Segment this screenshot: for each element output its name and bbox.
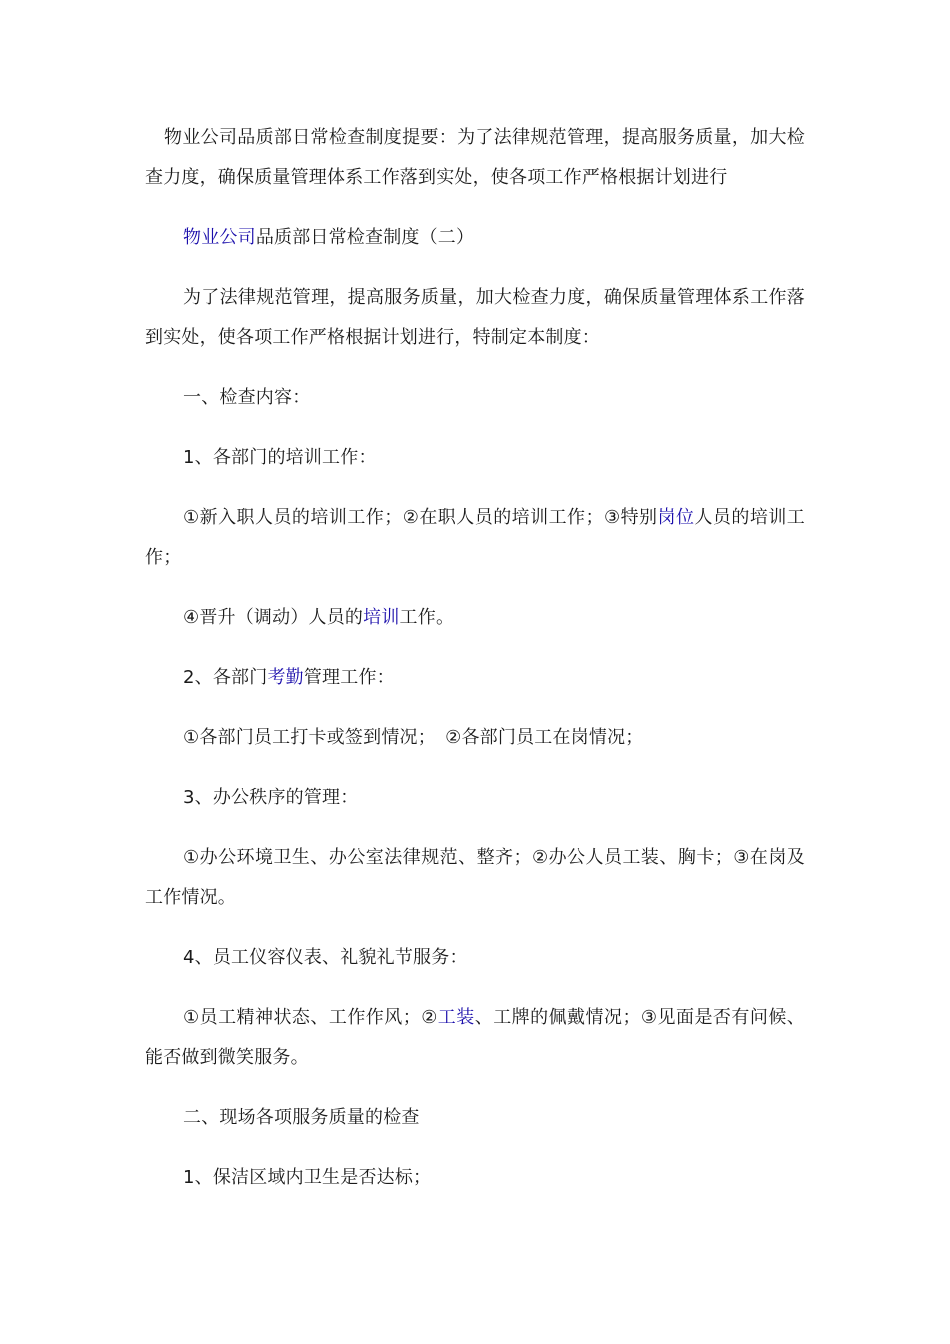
item1-line2	[145, 598, 805, 638]
title-rest: 品质部日常检查制度（二）	[255, 227, 475, 248]
item3-line: ①办公环境卫生、办公室法律规范、整齐；②办公人员工装、胸卡；③在岗及工作情况。	[145, 847, 805, 908]
document-title	[145, 218, 805, 258]
section2-heading: 二、现场各项服务质量的检查	[183, 1107, 420, 1128]
item4-line	[145, 998, 805, 1078]
title-link[interactable]: 物业公司	[183, 227, 256, 248]
section1-heading: 一、检查内容：	[183, 387, 311, 408]
link-gangwei[interactable]: 岗位	[657, 507, 695, 528]
item2-heading	[145, 658, 805, 698]
item2-heading-pre: 2、各部门	[183, 667, 268, 688]
item1-heading: 1、各部门的培训工作：	[183, 447, 377, 468]
item4-line-post: 、工牌的佩戴情况；③见面是否有问候、能否做到微笑服务。	[145, 1007, 805, 1068]
item1-line1-pre: ①新入职人员的培训工作；②在职人员的培训工作；③特别	[183, 507, 658, 528]
intro-paragraph: 为了法律规范管理，提高服务质量，加大检查力度，确保质量管理体系工作落到实处，使各项工作严格根据计划进行，特制定本制度：	[145, 287, 805, 348]
item1-line1-post: 人员的培训工作；	[145, 507, 805, 568]
item1-line2-pre: ④晋升（调动）人员的	[183, 607, 364, 628]
link-peixun[interactable]: 培训	[363, 607, 400, 628]
link-kaoqin[interactable]: 考勤	[267, 667, 304, 688]
link-gongzhuang[interactable]: 工装	[437, 1007, 475, 1028]
item4-heading: 4、员工仪容仪表、礼貌礼节服务：	[183, 947, 468, 968]
item4-line-pre: ①员工精神状态、工作作风；②	[183, 1007, 438, 1028]
item2-line: ①各部门员工打卡或签到情况； ②各部门员工在岗情况；	[183, 727, 644, 748]
item1-line1	[145, 498, 805, 578]
section2-item1: 1、保洁区域内卫生是否达标；	[183, 1167, 432, 1188]
item3-heading: 3、办公秩序的管理：	[183, 787, 359, 808]
summary-paragraph: 物业公司品质部日常检查制度提要：为了法律规范管理，提高服务质量，加大检查力度，确保质量管理体系工作落到实处，使各项工作严格根据计划进行	[145, 127, 805, 188]
item2-heading-post: 管理工作：	[303, 667, 395, 688]
document-body	[145, 118, 805, 1218]
item1-line2-post: 工作。	[399, 607, 455, 628]
